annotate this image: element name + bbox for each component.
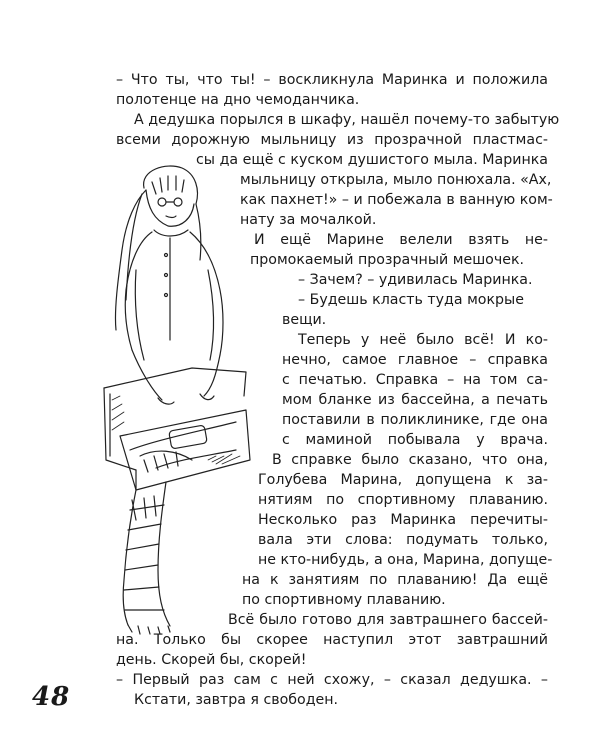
text-line: Кстати, завтра я свободен.	[134, 692, 339, 708]
text-line: мом бланке из бассейна, а печать	[282, 392, 548, 408]
text-line: на. Только бы скорее наступил этот завтрашний	[116, 632, 548, 648]
text-line: с маминой побывала у врача.	[282, 432, 548, 448]
text-line: по спортивному плаванию.	[242, 592, 446, 608]
text-line: нятиям по спортивному плаванию.	[258, 492, 548, 508]
text-line: Голубева Марина, допущена к за-	[258, 472, 548, 488]
text-line: нечно, самое главное – справка	[282, 352, 548, 368]
text-line: Всё было готово для завтрашнего бассей-	[228, 612, 548, 628]
text-line: промокаемый прозрачный мешочек.	[250, 252, 525, 268]
text-line: А дедушка порылся в шкафу, нашёл почему-то забытую	[134, 112, 560, 128]
text-line: сы да ещё с куском душистого мыла. Маринка	[196, 152, 548, 168]
text-line: с печатью. Справка – на том са-	[282, 372, 548, 388]
text-line: Теперь у неё было всё! И ко-	[298, 332, 548, 348]
text-line: – Будешь класть туда мокрые	[298, 292, 524, 308]
text-line: как пахнет!» – и побежала в ванную ком-	[240, 192, 553, 208]
page-number: 48	[32, 682, 71, 712]
text-line: Несколько раз Маринка перечиты-	[258, 512, 548, 528]
girl-packing-suitcase-illustration	[96, 160, 256, 635]
text-line: нату за мочалкой.	[240, 212, 377, 228]
text-line: не кто-нибудь, а она, Марина, допуще-	[258, 552, 553, 568]
text-line: день. Скорей бы, скорей!	[116, 652, 307, 668]
text-line: – Что ты, что ты! – воскликнула Маринка и положила	[116, 72, 548, 88]
text-line: вала эти слова: подумать только,	[258, 532, 548, 548]
text-line: мыльницу открыла, мыло понюхала. «Ах,	[240, 172, 552, 188]
text-line: на к занятиям по плаванию! Да ещё	[242, 572, 548, 588]
text-line: В справке было сказано, что она,	[272, 452, 548, 468]
text-line: И ещё Марине велели взять не-	[254, 232, 548, 248]
text-line: – Первый раз сам с ней схожу, – сказал дедушка. –	[116, 672, 548, 688]
text-line: вещи.	[282, 312, 327, 328]
text-line: – Зачем? – удивилась Маринка.	[298, 272, 533, 288]
text-line: всеми дорожную мыльницу из прозрачной пластмас-	[116, 132, 548, 148]
text-line: поставили в поликлинике, где она	[282, 412, 548, 428]
text-line: полотенце на дно чемоданчика.	[116, 92, 360, 108]
